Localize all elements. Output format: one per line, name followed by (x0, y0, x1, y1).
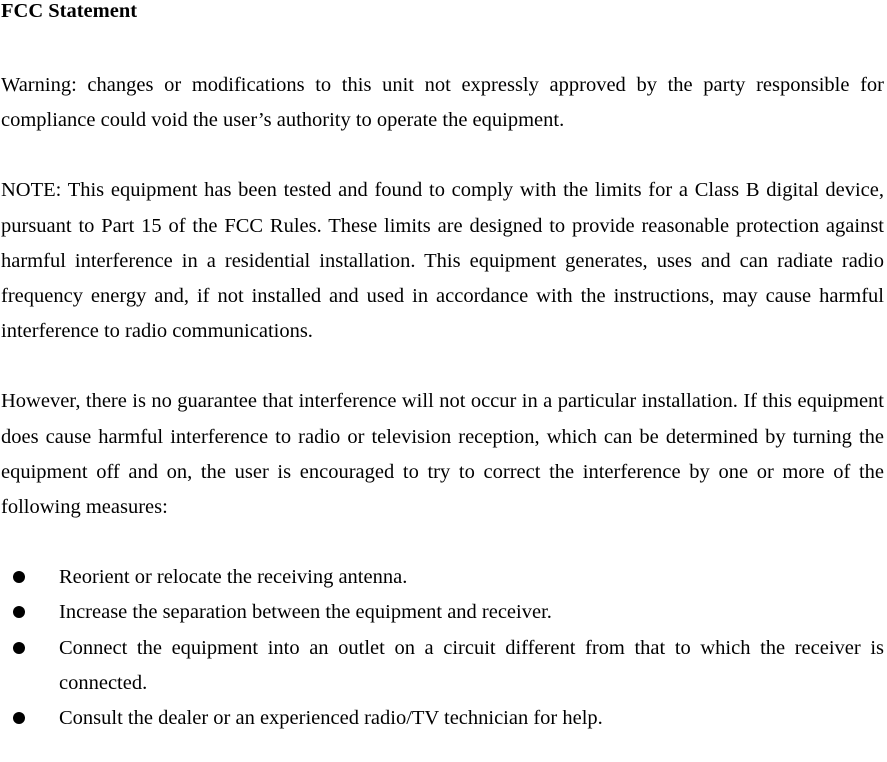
measure-text: Consult the dealer or an experienced radio/TV technician for help. (59, 707, 603, 730)
measures-list (1, 560, 884, 736)
measure-text: Connect the equipment into an outlet on a circuit different from that to which the receiver is connected. (59, 636, 884, 694)
document-title: FCC Statement (1, 0, 138, 22)
guarantee-paragraph: However, there is no guarantee that interference will not occur in a particular installation. If this equipment does cause harmful interference to radio or television reception, which can be determined by turning the equipment off and on, the user is encouraged to try to correct the interference by one or more of the following measures: (1, 390, 884, 519)
bullet-icon (13, 571, 25, 583)
measure-text: Increase the separation between the equipment and receiver. (59, 601, 552, 624)
list-item (1, 701, 884, 736)
list-item (1, 595, 884, 630)
list-item (1, 560, 884, 595)
warning-paragraph: Warning: changes or modifications to this unit not expressly approved by the party responsible for compliance could void the user’s authority to operate the equipment. (1, 74, 884, 132)
list-item (1, 631, 884, 701)
bullet-icon (13, 642, 25, 654)
note-paragraph: NOTE: This equipment has been tested and found to comply with the limits for a Class B digital device, pursuant to Part 15 of the FCC Rules. These limits are designed to provide reasonable protection against harmful interference in a residential installation. This equipment generates, uses and can radiate radio frequency energy and, if not installed and used in accordance with the instructions, may cause harmful interference to radio communications. (1, 179, 884, 343)
document-body (1, 0, 884, 736)
bullet-icon (13, 712, 25, 724)
measure-text: Reorient or relocate the receiving antenna. (59, 566, 408, 589)
bullet-icon (13, 606, 25, 618)
